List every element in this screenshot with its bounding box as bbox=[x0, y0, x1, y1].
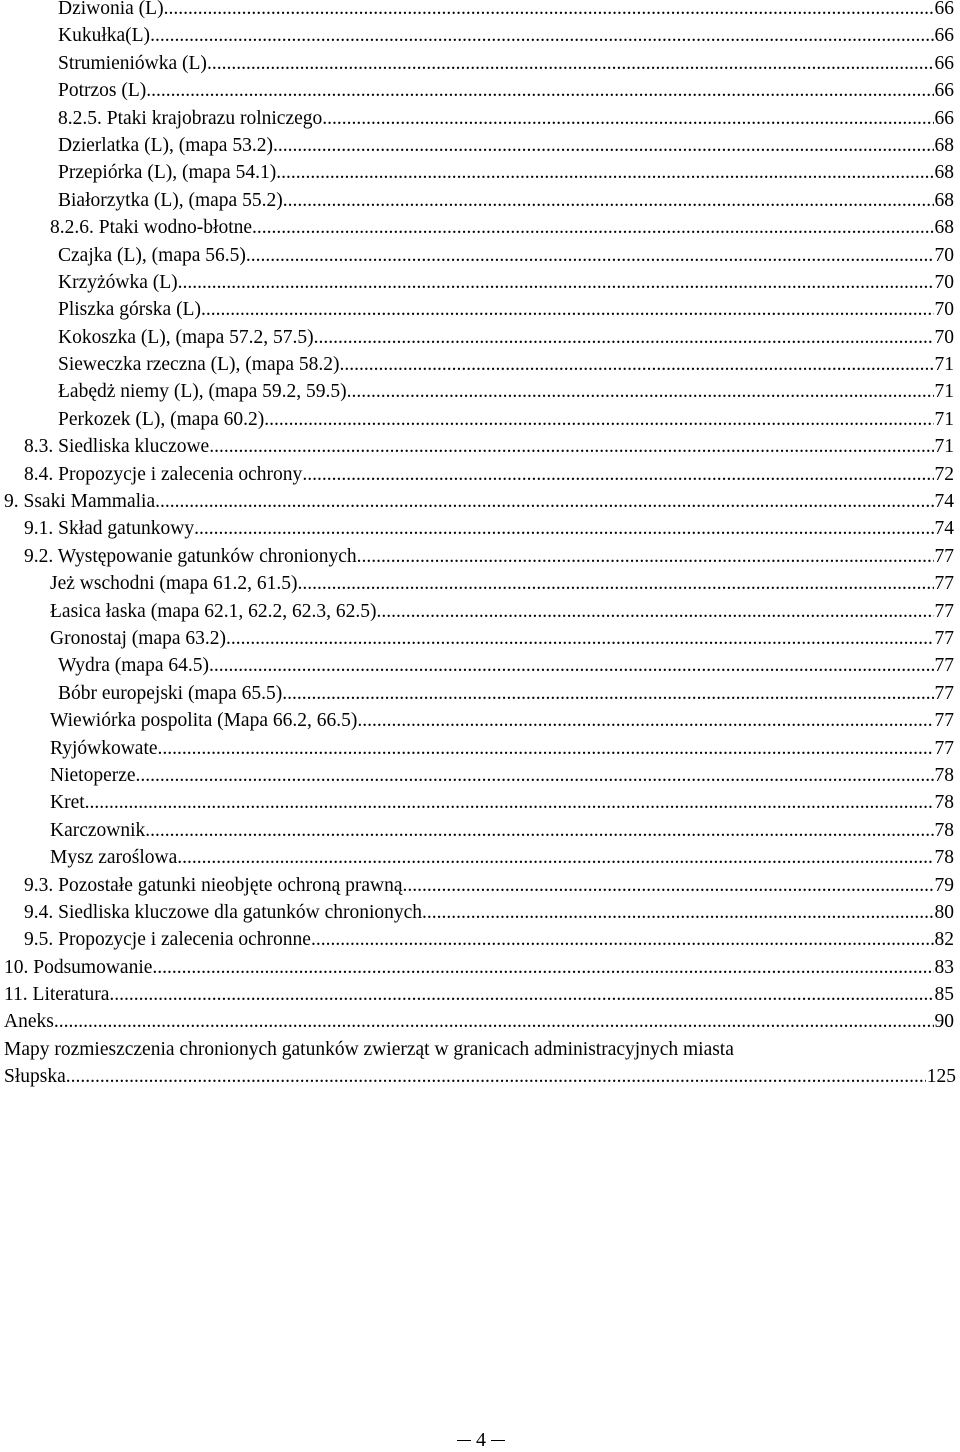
toc-entry-title: 10. Podsumowanie bbox=[4, 956, 153, 978]
toc-leader bbox=[297, 570, 933, 597]
toc-entry-title: Sieweczka rzeczna (L), (mapa 58.2) bbox=[58, 354, 340, 376]
toc-entry-title: Przepiórka (L), (mapa 54.1) bbox=[58, 162, 277, 184]
toc-leader bbox=[422, 899, 933, 926]
toc-leader bbox=[109, 981, 933, 1008]
toc-leader bbox=[209, 652, 934, 679]
toc-leader bbox=[226, 625, 934, 652]
toc-entry-title: 11. Literatura bbox=[4, 984, 110, 1006]
page-number: 4 bbox=[476, 1429, 486, 1451]
toc-entry-title: 9.5. Propozycje i zalecenia ochronne bbox=[24, 929, 311, 951]
toc-entry-page: 78 bbox=[934, 819, 954, 841]
toc-entry-page: 77 bbox=[934, 737, 954, 759]
toc-leader bbox=[377, 598, 934, 625]
toc-entry[interactable] bbox=[0, 378, 960, 405]
toc-leader bbox=[340, 351, 934, 378]
toc-entry-title: 8.2.6. Ptaki wodno-błotne bbox=[50, 217, 253, 239]
toc-leader bbox=[146, 77, 933, 104]
toc-leader bbox=[209, 433, 933, 460]
toc-entry-title: Mysz zaroślowa bbox=[50, 847, 178, 869]
toc-entry-title: Gronostaj (mapa 63.2) bbox=[50, 627, 226, 649]
toc-entry[interactable] bbox=[0, 598, 960, 625]
toc-entry[interactable] bbox=[0, 0, 960, 22]
toc-entry[interactable] bbox=[0, 488, 960, 515]
toc-entry[interactable] bbox=[0, 570, 960, 597]
toc-entry-title: Wydra (mapa 64.5) bbox=[58, 655, 209, 677]
toc-entry-page: 71 bbox=[934, 408, 954, 430]
toc-leader bbox=[85, 789, 934, 816]
toc-leader bbox=[177, 844, 933, 871]
toc-entry[interactable] bbox=[0, 981, 960, 1008]
toc-entry[interactable] bbox=[0, 214, 960, 241]
toc-leader bbox=[314, 324, 934, 351]
toc-entry-page: 68 bbox=[934, 189, 954, 211]
toc-entry-page: 66 bbox=[934, 52, 954, 74]
toc-entry-page: 66 bbox=[934, 80, 954, 102]
toc-entry-page: 66 bbox=[934, 0, 954, 19]
toc-entry[interactable] bbox=[0, 324, 960, 351]
toc-entry[interactable] bbox=[0, 872, 960, 899]
toc-entry[interactable] bbox=[0, 899, 960, 926]
toc-entry[interactable] bbox=[0, 789, 960, 816]
toc-leader bbox=[54, 1008, 934, 1035]
toc-entry-page: 74 bbox=[934, 518, 954, 540]
toc-entry[interactable] bbox=[0, 159, 960, 186]
toc-leader bbox=[178, 269, 934, 296]
toc-entry-title: Kret bbox=[50, 792, 85, 814]
toc-leader bbox=[145, 817, 933, 844]
toc-entry-page: 70 bbox=[934, 244, 954, 266]
toc-entry[interactable] bbox=[0, 844, 960, 871]
toc-leader bbox=[136, 762, 934, 789]
toc-entry-page: 72 bbox=[934, 463, 954, 485]
toc-entry-title: Kokoszka (L), (mapa 57.2, 57.5) bbox=[58, 326, 314, 348]
toc-leader bbox=[273, 132, 934, 159]
toc-entry-title: Krzyżówka (L) bbox=[58, 271, 178, 293]
page-number-footer bbox=[455, 1428, 507, 1452]
toc-entry-title: Nietoperze bbox=[50, 764, 136, 786]
toc-leader bbox=[302, 461, 933, 488]
toc-entry-title: Jeż wschodni (mapa 61.2, 61.5) bbox=[50, 573, 298, 595]
toc-entry[interactable] bbox=[0, 680, 960, 707]
toc-entry[interactable] bbox=[0, 817, 960, 844]
toc-entry-page: 68 bbox=[934, 162, 954, 184]
toc-leader bbox=[311, 926, 934, 953]
toc-leader bbox=[403, 872, 934, 899]
toc-leader bbox=[201, 296, 934, 323]
toc-entry[interactable] bbox=[0, 954, 960, 981]
toc-entry-title: Dzierlatka (L), (mapa 53.2) bbox=[58, 134, 273, 156]
toc-leader bbox=[252, 214, 933, 241]
toc-entry[interactable] bbox=[0, 269, 960, 296]
toc-leader bbox=[164, 0, 934, 22]
toc-entry[interactable] bbox=[0, 625, 960, 652]
toc-entry-page: 70 bbox=[934, 326, 954, 348]
toc-entry-page: 70 bbox=[934, 299, 954, 321]
toc-entry-page: 82 bbox=[934, 929, 954, 951]
toc-entry-page: 77 bbox=[934, 682, 954, 704]
toc-entry-title: Strumieniówka (L) bbox=[58, 52, 207, 74]
toc-entry-title: 9.1. Skład gatunkowy bbox=[24, 518, 195, 540]
toc-entry[interactable] bbox=[0, 1063, 960, 1090]
toc-leader bbox=[246, 242, 934, 269]
toc-entry-title: 9.4. Siedliska kluczowe dla gatunków chronionych bbox=[24, 901, 423, 923]
toc-entry[interactable] bbox=[0, 1008, 960, 1035]
toc-entry[interactable] bbox=[0, 77, 960, 104]
toc-entry[interactable] bbox=[0, 433, 960, 460]
toc-entry-page: 66 bbox=[934, 25, 954, 47]
toc-leader bbox=[207, 50, 934, 77]
toc-entry[interactable] bbox=[0, 461, 960, 488]
toc-entry-title: Kukułka(L) bbox=[58, 25, 151, 47]
toc-leader bbox=[152, 954, 933, 981]
toc-entry-page: 85 bbox=[934, 984, 954, 1006]
toc-entry-title: Wiewiórka pospolita (Mapa 66.2, 66.5) bbox=[50, 710, 358, 732]
toc-entry[interactable] bbox=[0, 652, 960, 679]
toc-entry-page: 66 bbox=[934, 107, 954, 129]
toc-entry[interactable] bbox=[0, 187, 960, 214]
toc-entry-page: 125 bbox=[926, 1066, 956, 1088]
toc-leader bbox=[283, 187, 934, 214]
toc-entry-title: Dziwonia (L) bbox=[58, 0, 164, 19]
toc-entry-title: 9. Ssaki Mammalia bbox=[4, 491, 156, 513]
toc-entry[interactable] bbox=[0, 406, 960, 433]
toc-leader bbox=[322, 105, 933, 132]
toc-entry-title: Łasica łaska (mapa 62.1, 62.2, 62.3, 62.5) bbox=[50, 600, 377, 622]
toc-entry-title: Łabędż niemy (L), (mapa 59.2, 59.5) bbox=[58, 381, 347, 403]
toc-leader bbox=[357, 543, 934, 570]
toc-entry-page: 68 bbox=[934, 217, 954, 239]
toc-entry-title: Perkozek (L), (mapa 60.2) bbox=[58, 408, 265, 430]
toc-entry-page: 78 bbox=[934, 792, 954, 814]
toc-entry-title: Mapy rozmieszczenia chronionych gatunków zwierząt w granicach administracyjnych miasta bbox=[4, 1038, 734, 1060]
toc-entry[interactable] bbox=[0, 351, 960, 378]
toc-entry-page: 71 bbox=[934, 436, 954, 458]
toc-leader bbox=[150, 22, 933, 49]
toc-leader bbox=[264, 406, 933, 433]
toc-entry-page: 77 bbox=[934, 627, 954, 649]
toc-entry-page: 71 bbox=[934, 354, 954, 376]
toc-entry-title: 8.2.5. Ptaki krajobrazu rolniczego bbox=[58, 107, 323, 129]
toc-entry-wrapped[interactable] bbox=[0, 1036, 960, 1063]
toc-leader bbox=[158, 735, 934, 762]
toc-entry-page: 83 bbox=[934, 956, 954, 978]
toc-entry-title: 9.3. Pozostałe gatunki nieobjęte ochroną prawną bbox=[24, 874, 403, 896]
toc-entry-page: 77 bbox=[934, 655, 954, 677]
toc-entry-page: 77 bbox=[934, 573, 954, 595]
toc-leader bbox=[357, 707, 933, 734]
toc-entry-title: Białorzytka (L), (mapa 55.2) bbox=[58, 189, 283, 211]
toc-leader bbox=[194, 515, 933, 542]
toc-leader bbox=[66, 1063, 926, 1090]
footer-dash-left bbox=[457, 1440, 471, 1441]
toc-entry-title: Bóbr europejski (mapa 65.5) bbox=[58, 682, 283, 704]
toc-entry-title: Czajka (L), (mapa 56.5) bbox=[58, 244, 246, 266]
toc-entry-page: 77 bbox=[934, 710, 954, 732]
toc-entry[interactable] bbox=[0, 515, 960, 542]
toc-entry[interactable] bbox=[0, 762, 960, 789]
toc-entry-title: Aneks bbox=[4, 1011, 54, 1033]
toc-entry[interactable] bbox=[0, 22, 960, 49]
toc-entry[interactable] bbox=[0, 543, 960, 570]
toc-entry-page: 80 bbox=[934, 901, 954, 923]
toc-entry-page: 78 bbox=[934, 847, 954, 869]
toc-entry-page: 74 bbox=[934, 491, 954, 513]
toc-entry-page: 78 bbox=[934, 764, 954, 786]
toc-leader bbox=[347, 378, 934, 405]
toc-entry-title: 8.3. Siedliska kluczowe bbox=[24, 436, 210, 458]
toc-entry-page: 77 bbox=[934, 545, 954, 567]
toc-entry-title: 8.4. Propozycje i zalecenia ochrony bbox=[24, 463, 303, 485]
toc-entry[interactable] bbox=[0, 242, 960, 269]
toc-entry[interactable] bbox=[0, 132, 960, 159]
toc-entry-title: Ryjówkowate bbox=[50, 737, 158, 759]
toc-leader bbox=[282, 680, 933, 707]
toc-entry-page: 90 bbox=[934, 1011, 954, 1033]
toc-leader bbox=[155, 488, 933, 515]
toc-entry[interactable] bbox=[0, 50, 960, 77]
toc-entry-title: Pliszka górska (L) bbox=[58, 299, 201, 321]
toc-entry-title: 9.2. Występowanie gatunków chronionych bbox=[24, 545, 357, 567]
toc-entry-page: 71 bbox=[934, 381, 954, 403]
toc-entry-page: 79 bbox=[934, 874, 954, 896]
toc-entry-title: Potrzos (L) bbox=[58, 80, 147, 102]
toc-entry[interactable] bbox=[0, 707, 960, 734]
toc-entry-page: 77 bbox=[934, 600, 954, 622]
toc-entry[interactable] bbox=[0, 105, 960, 132]
toc-entry-page: 68 bbox=[934, 134, 954, 156]
toc-entry-page: 70 bbox=[934, 271, 954, 293]
toc-entry[interactable] bbox=[0, 926, 960, 953]
toc-leader bbox=[276, 159, 933, 186]
footer-dash-right bbox=[491, 1440, 505, 1441]
toc-entry-title: Słupska bbox=[4, 1066, 66, 1088]
toc-entry-title: Karczownik bbox=[50, 819, 146, 841]
toc-entry[interactable] bbox=[0, 296, 960, 323]
toc-entry[interactable] bbox=[0, 735, 960, 762]
